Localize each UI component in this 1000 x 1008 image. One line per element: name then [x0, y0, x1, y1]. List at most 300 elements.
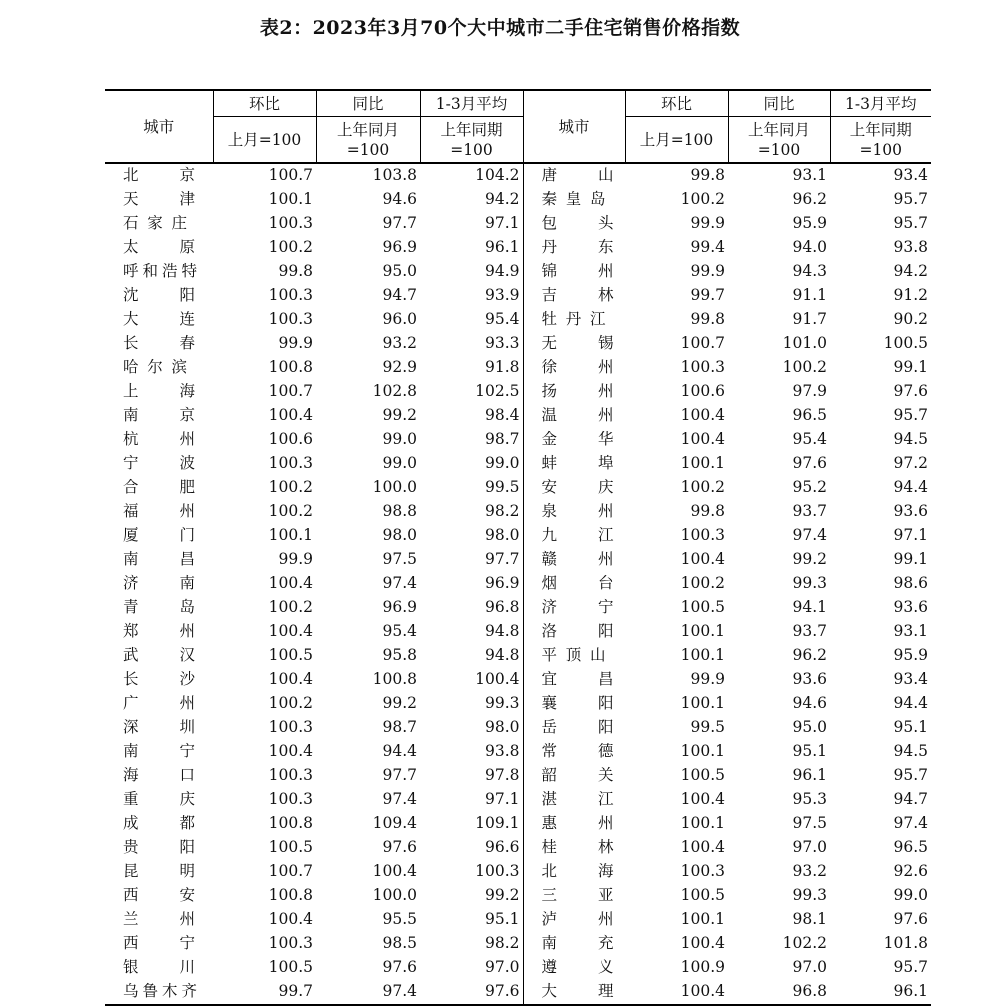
cell-yoy-right: 93.7 [792, 622, 827, 641]
city-name: 北 京 [123, 166, 195, 185]
cell-mom-right: 100.1 [680, 622, 725, 641]
cell-yoy-left: 100.4 [372, 862, 417, 881]
cell-mom-right: 100.4 [680, 550, 725, 569]
cell-yoy-right: 97.6 [792, 454, 827, 473]
city-name: 厦 门 [123, 526, 195, 545]
cell-city-right [523, 188, 625, 212]
cell-city-right [523, 764, 625, 788]
cell-yoy-right: 94.6 [792, 694, 827, 713]
cell-city-right [523, 644, 625, 668]
cell-mom-right: 100.1 [680, 694, 725, 713]
cell-mom-left: 100.2 [268, 238, 313, 257]
cell-avg-left: 102.5 [475, 382, 520, 401]
cell-avg-left: 97.7 [484, 550, 520, 569]
cell-city-right [523, 236, 625, 260]
cell-mom-left: 100.5 [268, 958, 313, 977]
cell-yoy-left: 98.5 [382, 934, 417, 953]
cell-city-left [105, 212, 213, 236]
cell-yoy-left: 99.2 [382, 694, 417, 713]
city-name: 南 昌 [123, 550, 195, 569]
city-name: 海 口 [123, 766, 195, 785]
cell-mom-right: 100.9 [680, 958, 725, 977]
cell-yoy-right: 95.3 [792, 790, 827, 809]
cell-yoy-left: 100.0 [372, 478, 417, 497]
cell-avg-right: 100.5 [883, 334, 928, 353]
cell-avg-left: 94.2 [484, 190, 520, 209]
cell-mom-right: 99.8 [690, 502, 725, 521]
cell-yoy-right: 93.1 [792, 166, 827, 185]
cell-mom-right: 100.4 [680, 790, 725, 809]
cell-mom-left: 100.3 [268, 934, 313, 953]
cell-mom-right: 100.1 [680, 814, 725, 833]
cell-mom-right: 100.2 [680, 478, 725, 497]
cell-avg-left: 96.6 [484, 838, 520, 857]
table-row [105, 812, 931, 836]
city-name: 西 宁 [123, 934, 195, 953]
city-name: 哈尔滨 [123, 358, 187, 377]
city-name: 徐 州 [541, 358, 614, 377]
cell-avg-right: 95.7 [893, 406, 928, 425]
cell-yoy-left: 98.0 [382, 526, 417, 545]
city-name: 吉 林 [541, 286, 614, 305]
cell-avg-left: 98.0 [484, 526, 520, 545]
city-name: 温 州 [541, 406, 614, 425]
cell-yoy-left: 97.5 [382, 550, 417, 569]
cell-mom-right: 100.5 [680, 598, 725, 617]
cell-city-right [523, 500, 625, 524]
cell-yoy-left: 109.4 [372, 814, 417, 833]
cell-yoy-left: 92.9 [382, 358, 417, 377]
cell-mom-left: 100.1 [268, 190, 313, 209]
table-row [105, 500, 931, 524]
cell-city-left [105, 404, 213, 428]
city-name: 长 春 [123, 334, 195, 353]
cell-avg-right: 95.1 [893, 718, 928, 737]
cell-city-left [105, 548, 213, 572]
city-name: 桂 林 [541, 838, 614, 857]
cell-yoy-left: 97.6 [382, 958, 417, 977]
cell-yoy-left: 95.4 [382, 622, 417, 641]
cell-avg-left: 97.8 [484, 766, 520, 785]
cell-avg-left: 96.1 [484, 238, 520, 257]
cell-yoy-left: 96.9 [382, 238, 417, 257]
cell-city-right [523, 788, 625, 812]
cell-avg-right: 99.0 [893, 886, 928, 905]
header-mom-right: 环比 [625, 90, 728, 117]
table-row [105, 716, 931, 740]
cell-avg-left: 97.6 [420, 980, 523, 1005]
cell-yoy-right: 93.7 [792, 502, 827, 521]
city-name: 石家庄 [123, 214, 187, 233]
cell-yoy-left: 94.7 [382, 286, 417, 305]
cell-city-right [523, 524, 625, 548]
cell-mom-left: 100.8 [268, 814, 313, 833]
cell-mom-left: 100.7 [268, 862, 313, 881]
cell-city-right [523, 356, 625, 380]
cell-yoy-right: 97.9 [792, 382, 827, 401]
cell-city-right [523, 740, 625, 764]
table-row [105, 284, 931, 308]
city-name: 泉 州 [541, 502, 614, 521]
cell-city-left [105, 428, 213, 452]
cell-mom-left: 100.2 [268, 502, 313, 521]
cell-yoy-left: 99.0 [382, 430, 417, 449]
cell-yoy-left: 98.8 [382, 502, 417, 521]
cell-mom-left: 100.3 [268, 310, 313, 329]
cell-city-right [523, 980, 625, 1005]
city-name: 重 庆 [123, 790, 195, 809]
cell-yoy-left: 95.5 [382, 910, 417, 929]
cell-city-right [523, 692, 625, 716]
city-name: 杭 州 [123, 430, 195, 449]
cell-avg-right: 93.1 [893, 622, 928, 641]
cell-yoy-right: 95.2 [792, 478, 827, 497]
city-name: 常 德 [541, 742, 614, 761]
cell-mom-right: 100.4 [680, 934, 725, 953]
city-name: 深 圳 [123, 718, 195, 737]
cell-mom-left: 100.3 [268, 766, 313, 785]
page-title: 表2：2023年3月70个大中城市二手住宅销售价格指数 [259, 17, 741, 39]
table-row [105, 476, 931, 500]
cell-city-left [105, 788, 213, 812]
table-row [105, 644, 931, 668]
cell-avg-left: 97.1 [484, 790, 520, 809]
cell-city-right [523, 308, 625, 332]
cell-city-right [523, 548, 625, 572]
city-name: 银 川 [123, 958, 195, 977]
cell-mom-right: 100.1 [680, 910, 725, 929]
cell-city-right [523, 812, 625, 836]
cell-mom-right: 99.7 [690, 286, 725, 305]
city-name: 宜 昌 [541, 670, 614, 689]
cell-yoy-left: 97.7 [382, 766, 417, 785]
cell-mom-left: 100.2 [268, 694, 313, 713]
header-city-right: 城市 [523, 90, 625, 163]
cell-city-right [523, 836, 625, 860]
cell-mom-left: 100.3 [268, 718, 313, 737]
cell-mom-right: 99.8 [690, 166, 725, 185]
table-row [105, 764, 931, 788]
cell-city-right [523, 476, 625, 500]
cell-yoy-right: 98.1 [792, 910, 827, 929]
cell-city-right [523, 428, 625, 452]
cell-mom-right: 100.4 [680, 406, 725, 425]
header-yoy-right: 同比 [728, 90, 830, 117]
cell-avg-left: 94.8 [484, 646, 520, 665]
cell-city-right [523, 163, 625, 188]
header-city-left: 城市 [105, 90, 213, 163]
cell-yoy-left: 94.4 [382, 742, 417, 761]
cell-yoy-right: 94.3 [792, 262, 827, 281]
cell-city-left [105, 596, 213, 620]
cell-yoy-right: 97.4 [792, 526, 827, 545]
cell-yoy-right: 99.2 [792, 550, 827, 569]
cell-city-left [105, 308, 213, 332]
city-name: 烟 台 [541, 574, 614, 593]
table-row [105, 236, 931, 260]
cell-yoy-right: 93.2 [792, 862, 827, 881]
cell-mom-left: 100.4 [268, 574, 313, 593]
cell-mom-left: 100.5 [268, 646, 313, 665]
cell-mom-right: 100.1 [680, 742, 725, 761]
cell-avg-right: 94.7 [893, 790, 928, 809]
cell-city-left [105, 812, 213, 836]
cell-avg-left: 109.1 [475, 814, 520, 833]
cell-avg-right: 95.7 [893, 190, 928, 209]
cell-mom-right: 99.9 [690, 670, 725, 689]
cell-yoy-right: 96.2 [792, 646, 827, 665]
cell-city-left [105, 644, 213, 668]
cell-mom-left: 100.7 [268, 382, 313, 401]
city-name: 郑 州 [123, 622, 195, 641]
cell-city-right [523, 956, 625, 980]
table-body [105, 163, 931, 1005]
cell-avg-right: 95.7 [893, 214, 928, 233]
cell-avg-right: 97.4 [893, 814, 928, 833]
cell-yoy-left: 95.8 [382, 646, 417, 665]
city-name: 南 充 [541, 934, 614, 953]
header-yoy-base-right: 上年同月 =100 [728, 117, 830, 164]
cell-mom-left: 100.7 [268, 166, 313, 185]
city-name: 丹 东 [541, 238, 614, 257]
cell-yoy-left: 99.2 [382, 406, 417, 425]
cell-mom-left: 100.4 [268, 622, 313, 641]
cell-city-left [105, 163, 213, 188]
cell-yoy-right: 99.3 [792, 886, 827, 905]
cell-city-left [105, 380, 213, 404]
cell-city-left [105, 188, 213, 212]
table-row [105, 740, 931, 764]
city-name: 武 汉 [123, 646, 195, 665]
cell-avg-left: 99.3 [484, 694, 520, 713]
cell-yoy-left: 103.8 [372, 166, 417, 185]
cell-avg-left: 98.2 [484, 934, 520, 953]
cell-avg-right: 95.7 [893, 766, 928, 785]
cell-mom-right: 100.6 [680, 382, 725, 401]
city-name: 大 理 [541, 982, 614, 1001]
price-index-table [105, 89, 931, 1006]
cell-yoy-left: 98.7 [382, 718, 417, 737]
header-mom-base-left: 上月=100 [213, 117, 316, 164]
cell-city-left [105, 836, 213, 860]
cell-mom-right: 100.3 [680, 862, 725, 881]
cell-city-right [523, 908, 625, 932]
cell-mom-left: 99.8 [278, 262, 313, 281]
cell-avg-left: 104.2 [475, 166, 520, 185]
city-name: 福 州 [123, 502, 195, 521]
cell-avg-left: 95.4 [484, 310, 520, 329]
cell-avg-right: 96.1 [830, 980, 931, 1005]
cell-avg-left: 95.1 [484, 910, 520, 929]
header-avg-base-right: 上年同期 =100 [830, 117, 931, 164]
cell-mom-left: 100.3 [268, 286, 313, 305]
cell-avg-left: 94.8 [484, 622, 520, 641]
cell-city-right [523, 884, 625, 908]
city-name: 广 州 [123, 694, 195, 713]
city-name: 无 锡 [541, 334, 614, 353]
cell-mom-left: 100.6 [268, 430, 313, 449]
city-name: 安 庆 [541, 478, 614, 497]
table-row [105, 668, 931, 692]
cell-avg-left: 93.3 [484, 334, 520, 353]
cell-avg-left: 100.4 [475, 670, 520, 689]
cell-avg-left: 97.1 [484, 214, 520, 233]
cell-city-left [105, 524, 213, 548]
cell-yoy-right: 91.7 [792, 310, 827, 329]
table-row [105, 404, 931, 428]
cell-avg-right: 97.6 [893, 382, 928, 401]
cell-mom-left: 100.8 [268, 358, 313, 377]
cell-mom-left: 100.2 [268, 598, 313, 617]
table-row [105, 884, 931, 908]
city-name: 牡丹江 [541, 310, 606, 329]
city-name: 遵 义 [541, 958, 614, 977]
header-avg-base-left: 上年同期 =100 [420, 117, 523, 164]
city-name: 宁 波 [123, 454, 195, 473]
city-name: 呼和浩特 [123, 262, 197, 281]
city-name: 金 华 [541, 430, 614, 449]
cell-yoy-left: 96.0 [382, 310, 417, 329]
cell-avg-right: 93.4 [893, 166, 928, 185]
cell-avg-right: 94.5 [893, 430, 928, 449]
cell-city-right [523, 572, 625, 596]
table-row [105, 956, 931, 980]
city-name: 包 头 [541, 214, 614, 233]
cell-yoy-right: 99.3 [792, 574, 827, 593]
table-row [105, 452, 931, 476]
cell-city-left [105, 860, 213, 884]
cell-city-left [105, 356, 213, 380]
cell-city-left [105, 620, 213, 644]
city-name: 岳 阳 [541, 718, 614, 737]
cell-avg-right: 94.4 [893, 478, 928, 497]
cell-mom-right: 100.1 [680, 454, 725, 473]
city-name: 太 原 [123, 238, 195, 257]
table-row [105, 428, 931, 452]
city-name: 沈 阳 [123, 286, 195, 305]
cell-yoy-left: 97.6 [382, 838, 417, 857]
cell-yoy-right: 97.0 [792, 838, 827, 857]
cell-city-right [523, 596, 625, 620]
table-row [105, 860, 931, 884]
table-row [105, 163, 931, 188]
header-mom-left: 环比 [213, 90, 316, 117]
cell-city-left [105, 932, 213, 956]
cell-yoy-left: 96.9 [382, 598, 417, 617]
table-row [105, 308, 931, 332]
cell-yoy-right: 95.9 [792, 214, 827, 233]
cell-avg-right: 99.1 [893, 358, 928, 377]
city-name: 南 京 [123, 406, 195, 425]
table-row [105, 932, 931, 956]
cell-city-right [523, 404, 625, 428]
cell-mom-right: 100.2 [680, 190, 725, 209]
cell-avg-right: 101.8 [883, 934, 928, 953]
table-row [105, 908, 931, 932]
cell-yoy-right: 94.1 [792, 598, 827, 617]
cell-mom-left: 100.3 [268, 790, 313, 809]
cell-yoy-left: 99.0 [382, 454, 417, 473]
city-name: 天 津 [123, 190, 195, 209]
cell-city-left [105, 980, 213, 1005]
cell-city-left [105, 884, 213, 908]
cell-avg-left: 99.0 [484, 454, 520, 473]
cell-mom-left: 100.2 [268, 478, 313, 497]
cell-avg-right: 94.2 [893, 262, 928, 281]
cell-yoy-right: 96.1 [792, 766, 827, 785]
city-name: 大 连 [123, 310, 195, 329]
cell-yoy-right: 95.4 [792, 430, 827, 449]
cell-city-left [105, 332, 213, 356]
cell-city-right [523, 860, 625, 884]
city-name: 合 肥 [123, 478, 195, 497]
city-name: 九 江 [541, 526, 614, 545]
cell-mom-left: 99.9 [278, 334, 313, 353]
cell-avg-left: 98.4 [484, 406, 520, 425]
cell-mom-right: 100.7 [680, 334, 725, 353]
cell-avg-right: 99.1 [893, 550, 928, 569]
cell-avg-left: 98.7 [484, 430, 520, 449]
table-row [105, 260, 931, 284]
cell-city-left [105, 452, 213, 476]
city-name: 昆 明 [123, 862, 195, 881]
cell-mom-right: 99.4 [690, 238, 725, 257]
header-avg-left: 1-3月平均 [420, 90, 523, 117]
cell-yoy-right: 91.1 [792, 286, 827, 305]
city-name: 贵 阳 [123, 838, 195, 857]
table-row [105, 692, 931, 716]
cell-yoy-right: 95.0 [792, 718, 827, 737]
table-row [105, 212, 931, 236]
cell-avg-left: 96.9 [484, 574, 520, 593]
cell-city-left [105, 716, 213, 740]
cell-mom-left: 100.8 [268, 886, 313, 905]
cell-yoy-right: 102.2 [782, 934, 827, 953]
cell-avg-left: 100.3 [475, 862, 520, 881]
cell-avg-right: 93.4 [893, 670, 928, 689]
cell-avg-right: 93.8 [893, 238, 928, 257]
cell-yoy-left: 93.2 [382, 334, 417, 353]
cell-city-right [523, 452, 625, 476]
cell-avg-left: 98.0 [484, 718, 520, 737]
city-name: 唐 山 [541, 166, 614, 185]
cell-yoy-left: 100.8 [372, 670, 417, 689]
cell-yoy-right: 96.2 [792, 190, 827, 209]
city-name: 兰 州 [123, 910, 195, 929]
cell-yoy-left: 94.6 [382, 190, 417, 209]
cell-avg-right: 94.4 [893, 694, 928, 713]
cell-city-right [523, 212, 625, 236]
cell-mom-left: 100.5 [268, 838, 313, 857]
table-row [105, 356, 931, 380]
cell-avg-left: 97.0 [484, 958, 520, 977]
cell-yoy-right: 101.0 [782, 334, 827, 353]
city-name: 襄 阳 [541, 694, 614, 713]
cell-mom-left: 100.4 [268, 670, 313, 689]
cell-yoy-left: 95.0 [382, 262, 417, 281]
cell-avg-right: 91.2 [893, 286, 928, 305]
city-name: 青 岛 [123, 598, 195, 617]
cell-mom-right: 100.5 [680, 886, 725, 905]
cell-avg-right: 90.2 [893, 310, 928, 329]
city-name: 赣 州 [541, 550, 614, 569]
header-yoy-left: 同比 [316, 90, 420, 117]
cell-yoy-right: 94.0 [792, 238, 827, 257]
cell-city-right [523, 332, 625, 356]
cell-avg-left: 96.8 [484, 598, 520, 617]
cell-city-right [523, 260, 625, 284]
cell-yoy-right: 93.6 [792, 670, 827, 689]
